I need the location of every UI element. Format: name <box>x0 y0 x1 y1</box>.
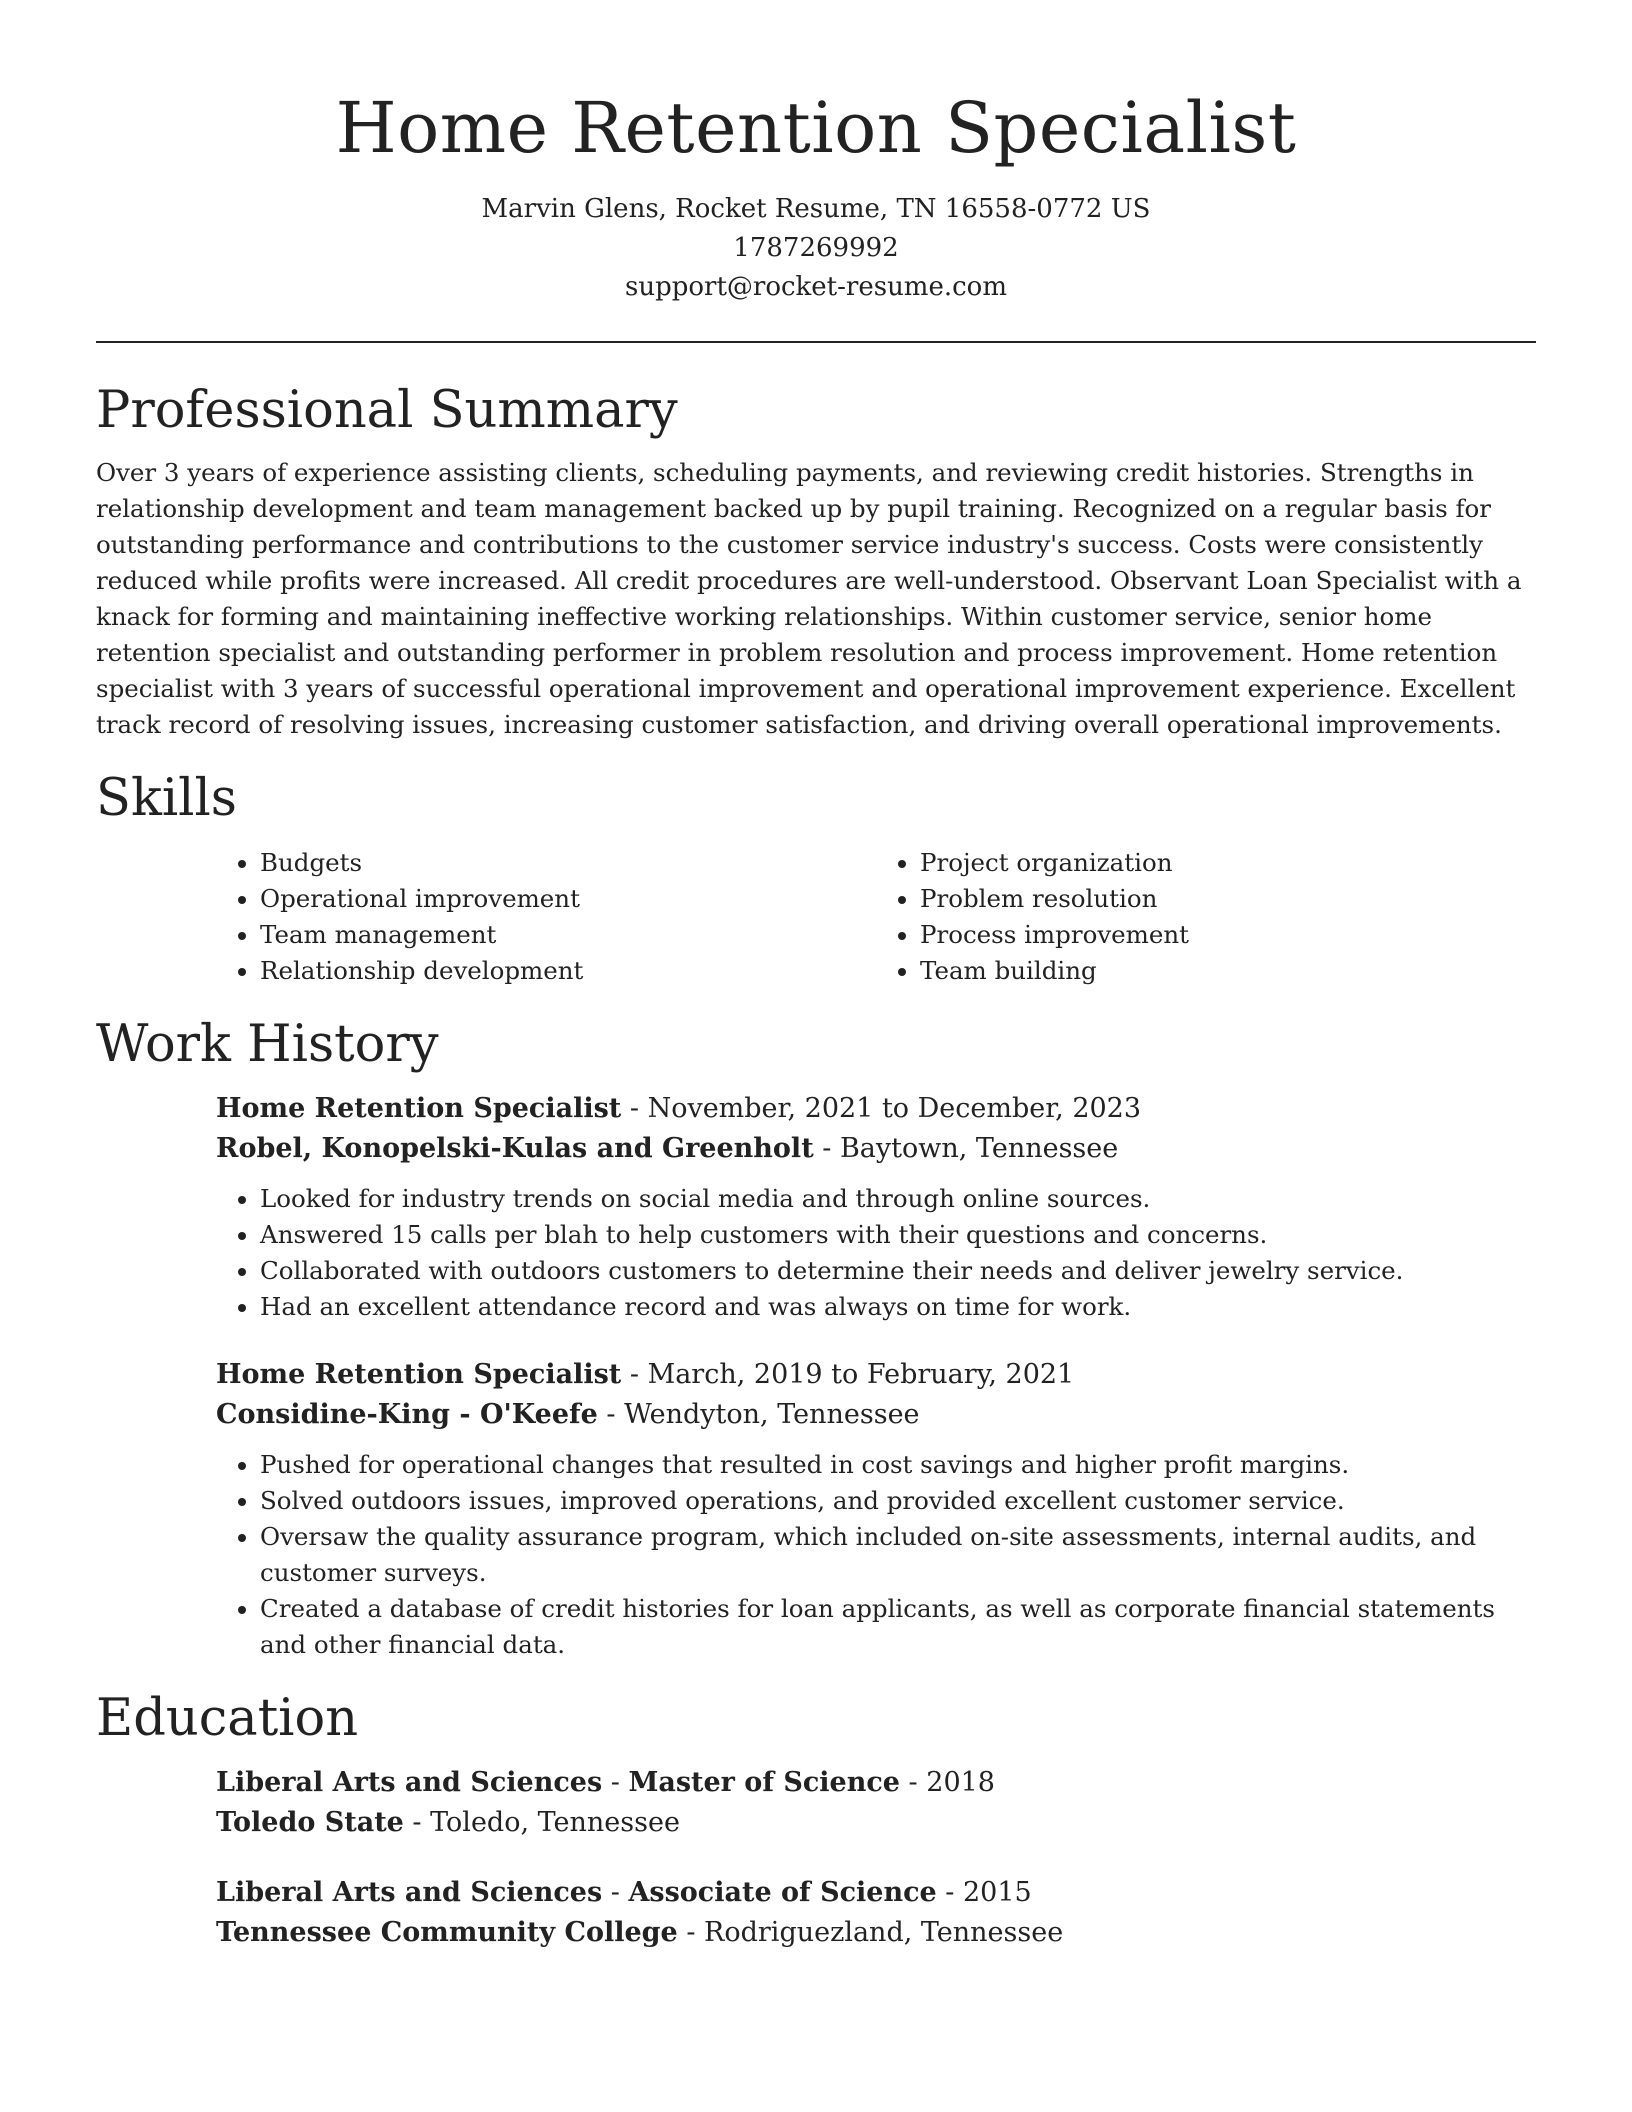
job-company: Considine-King - O'Keefe <box>216 1399 598 1430</box>
skill-item: • Team management <box>260 917 876 953</box>
job-title-line: Home Retention Specialist - November, 2021 to December, 2023 <box>216 1093 1142 1124</box>
education-degree: Associate of Science <box>628 1877 937 1908</box>
job-bullet: • Collaborated with outdoors customers to determine their needs and deliver jewelry service. <box>260 1253 1536 1289</box>
contact-address: Marvin Glens, Rocket Resume, TN 16558-0772 US <box>481 194 1151 224</box>
education-degree: Master of Science <box>628 1767 900 1798</box>
job-bullet: • Created a database of credit histories for loan applicants, as well as corporate financial statements and other financial data. <box>260 1591 1536 1663</box>
job-title-line: Home Retention Specialist - March, 2019 to February, 2021 <box>216 1359 1075 1390</box>
job-entry <box>216 1089 1536 1325</box>
education-year: 2018 <box>926 1767 995 1798</box>
section-title-summary: Professional Summary <box>96 381 678 440</box>
section-title-education: Education <box>96 1689 359 1748</box>
contact-phone: 1787269992 <box>733 233 899 263</box>
job-dates: March, 2019 to February, 2021 <box>647 1359 1075 1390</box>
skills-section <box>96 767 1536 989</box>
education-entry <box>216 1763 1536 1843</box>
education-field: Liberal Arts and Sciences <box>216 1877 603 1908</box>
resume-header <box>96 80 1536 307</box>
education-school: Tennessee Community College <box>216 1917 678 1948</box>
job-company-line: Robel, Konopelski-Kulas and Greenholt - Baytown, Tennessee <box>216 1133 1119 1164</box>
education-entry <box>216 1873 1536 1953</box>
job-bullets <box>216 1181 1536 1325</box>
header-divider <box>96 341 1536 343</box>
skill-item: • Process improvement <box>920 917 1536 953</box>
professional-summary-section <box>96 379 1536 743</box>
education-school-line: Toledo State - Toledo, Tennessee <box>216 1807 680 1838</box>
job-bullet: • Looked for industry trends on social media and through online sources. <box>260 1181 1536 1217</box>
job-role: Home Retention Specialist <box>216 1093 622 1124</box>
job-company: Robel, Konopelski-Kulas and Greenholt <box>216 1133 814 1164</box>
job-bullet: • Solved outdoors issues, improved operations, and provided excellent customer service. <box>260 1483 1536 1519</box>
education-year: 2015 <box>963 1877 1032 1908</box>
contact-info <box>96 190 1536 307</box>
job-role: Home Retention Specialist <box>216 1359 622 1390</box>
work-history-section <box>96 1013 1536 1663</box>
education-location: Rodriguezland, Tennessee <box>704 1917 1064 1948</box>
skill-item: • Problem resolution <box>920 881 1536 917</box>
education-degree-line: Liberal Arts and Sciences - Associate of Science - 2015 <box>216 1877 1032 1908</box>
job-location: Wendyton, Tennessee <box>624 1399 920 1430</box>
section-title-skills: Skills <box>96 769 237 828</box>
job-company-line: Considine-King - O'Keefe - Wendyton, Tennessee <box>216 1399 920 1430</box>
education-location: Toledo, Tennessee <box>430 1807 680 1838</box>
education-section <box>96 1687 1536 1953</box>
education-degree-line: Liberal Arts and Sciences - Master of Science - 2018 <box>216 1767 995 1798</box>
job-bullet: • Oversaw the quality assurance program, which included on-site assessments, internal audits, and customer surveys. <box>260 1519 1536 1591</box>
skill-item: • Team building <box>920 953 1536 989</box>
skills-list-right <box>876 845 1536 989</box>
section-title-work: Work History <box>96 1015 439 1074</box>
job-dates: November, 2021 to December, 2023 <box>647 1093 1142 1124</box>
skill-item: • Project organization <box>920 845 1536 881</box>
job-bullet: • Had an excellent attendance record and was always on time for work. <box>260 1289 1536 1325</box>
job-bullets <box>216 1447 1536 1663</box>
education-field: Liberal Arts and Sciences <box>216 1767 603 1798</box>
job-bullet: • Answered 15 calls per blah to help customers with their questions and concerns. <box>260 1217 1536 1253</box>
job-bullet: • Pushed for operational changes that resulted in cost savings and higher profit margins. <box>260 1447 1536 1483</box>
resume-title: Home Retention Specialist <box>335 87 1297 169</box>
skill-item: • Operational improvement <box>260 881 876 917</box>
education-school-line: Tennessee Community College - Rodriguezland, Tennessee <box>216 1917 1064 1948</box>
skill-item: • Relationship development <box>260 953 876 989</box>
skill-item: • Budgets <box>260 845 876 881</box>
skills-list-left <box>216 845 876 989</box>
job-entry <box>216 1355 1536 1663</box>
summary-text: Over 3 years of experience assisting clients, scheduling payments, and reviewing credit histories. Strengths in relationship development and team management backed up by pupil training. Recognized on a regular basis for outstanding performance and contributions to the customer service industry's success. Costs were consistently reduced while profits were increased. All credit procedures are well-understood. Observant Loan Specialist with a knack for forming and maintaining ineffective working relationships. Within customer service, senior home retention specialist and outstanding performer in problem resolution and process improvement. Home retention specialist with 3 years of successful operational improvement and operational improvement experience. Excellent track record of resolving issues, increasing customer satisfaction, and driving overall operational improvements. <box>96 458 1522 739</box>
education-school: Toledo State <box>216 1807 404 1838</box>
contact-email: support@rocket-resume.com <box>624 272 1007 302</box>
skills-grid <box>216 845 1536 989</box>
job-location: Baytown, Tennessee <box>839 1133 1119 1164</box>
